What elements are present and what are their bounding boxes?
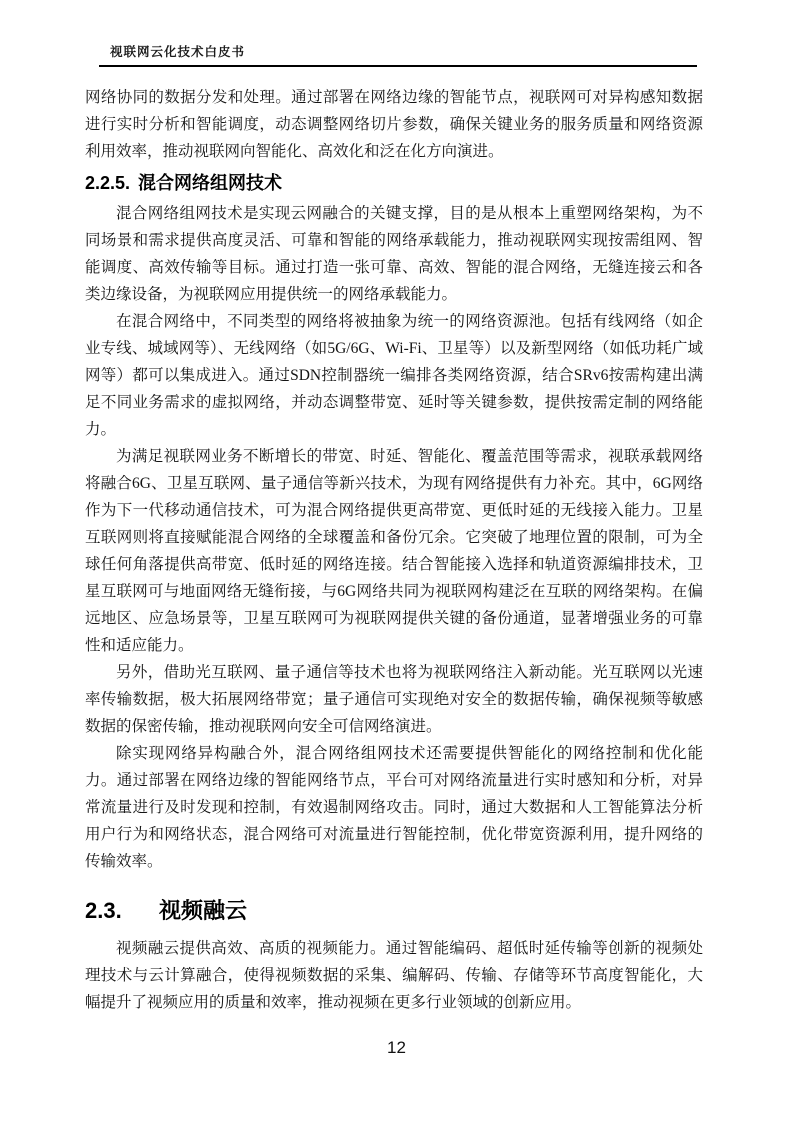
paragraph-hybrid-network-intro: 混合网络组网技术是实现云网融合的关键支撑，目的是从根本上重塑网络架构，为不同场景和需求提供高度灵活、可靠和智能的网络承载能力，推动视联网实现按需组网、智能调度、高效传输等目标。通过打造一张可靠、高效、智能的混合网络，无缝连接云和各类边缘设备，为视联网应用提供统一的网络承载能力。 xyxy=(85,205,703,303)
section-heading-2-2-5 xyxy=(85,169,703,197)
page-body xyxy=(85,84,703,1016)
paragraph-edge-intelligence: 网络协同的数据分发和处理。通过部署在网络边缘的智能节点，视联网可对异构感知数据进行实时分析和智能调度，动态调整网络切片参数，确保关键业务的服务质量和网络资源利用效率，推动视联网向智能化、高效化和泛在化方向演进。 xyxy=(85,89,703,160)
section-title-2-3: 视频融云 xyxy=(159,898,248,923)
page-header xyxy=(99,42,697,67)
page-number: 12 xyxy=(387,1038,406,1057)
paragraph-video-cloud-intro: 视频融云提供高效、高质的视频能力。通过智能编码、超低时延传输等创新的视频处理技术与云计算融合，使得视频数据的采集、编解码、传输、存储等环节高度智能化，大幅提升了视频应用的质量和效率，推动视频在更多行业领域的创新应用。 xyxy=(85,940,703,1011)
paragraph-optical-quantum: 另外，借助光互联网、量子通信等技术也将为视联网络注入新动能。光互联网以光速率传输数据，极大拓展网络带宽；量子通信可实现绝对安全的数据传输，确保视频等敏感数据的保密传输，推动视联网向安全可信网络演进。 xyxy=(85,664,703,735)
section-number-2-3: 2.3. xyxy=(85,898,122,923)
section-title-2-2-5: 混合网络组网技术 xyxy=(138,173,283,193)
header-title: 视联网云化技术白皮书 xyxy=(110,45,246,59)
paragraph-6g-satellite: 为满足视联网业务不断增长的带宽、时延、智能化、覆盖范围等需求，视联承载网络将融合6G、卫星互联网、量子通信等新兴技术，为现有网络提供有力补充。其中，6G网络作为下一代移动通信技术，可为混合网络提供更高带宽、更低时延的无线接入能力。卫星互联网则将直接赋能混合网络的全球覆盖和备份冗余。它突破了地理位置的限制，可为全球任何角落提供高带宽、低时延的网络连接。结合智能接入选择和轨道资源编排技术，卫星互联网可与地面网络无缝衔接，与6G网络共同为视联网构建泛在互联的网络架构。在偏远地区、应急场景等，卫星互联网可为视联网提供关键的备份通道，显著增强业务的可靠性和适应能力。 xyxy=(85,448,703,654)
section-heading-2-3 xyxy=(85,895,703,927)
page-footer xyxy=(0,1038,793,1058)
paragraph-intelligent-control: 除实现网络异构融合外，混合网络组网技术还需要提供智能化的网络控制和优化能力。通过部署在网络边缘的智能网络节点，平台可对网络流量进行实时感知和分析，对异常流量进行及时发现和控制，有效遏制网络攻击。同时，通过大数据和人工智能算法分析用户行为和网络状态，混合网络可对流量进行智能控制，优化带宽资源利用，提升网络的传输效率。 xyxy=(85,745,703,870)
paragraph-network-resource-pool: 在混合网络中，不同类型的网络将被抽象为统一的网络资源池。包括有线网络（如企业专线、城域网等）、无线网络（如5G/6G、Wi-Fi、卫星等）以及新型网络（如低功耗广域网等）都可以集成进入。通过SDN控制器统一编排各类网络资源，结合SRv6按需构建出满足不同业务需求的虚拟网络，并动态调整带宽、延时等关键参数，提供按需定制的网络能力。 xyxy=(85,313,703,438)
section-number-2-2-5: 2.2.5. xyxy=(85,173,131,193)
